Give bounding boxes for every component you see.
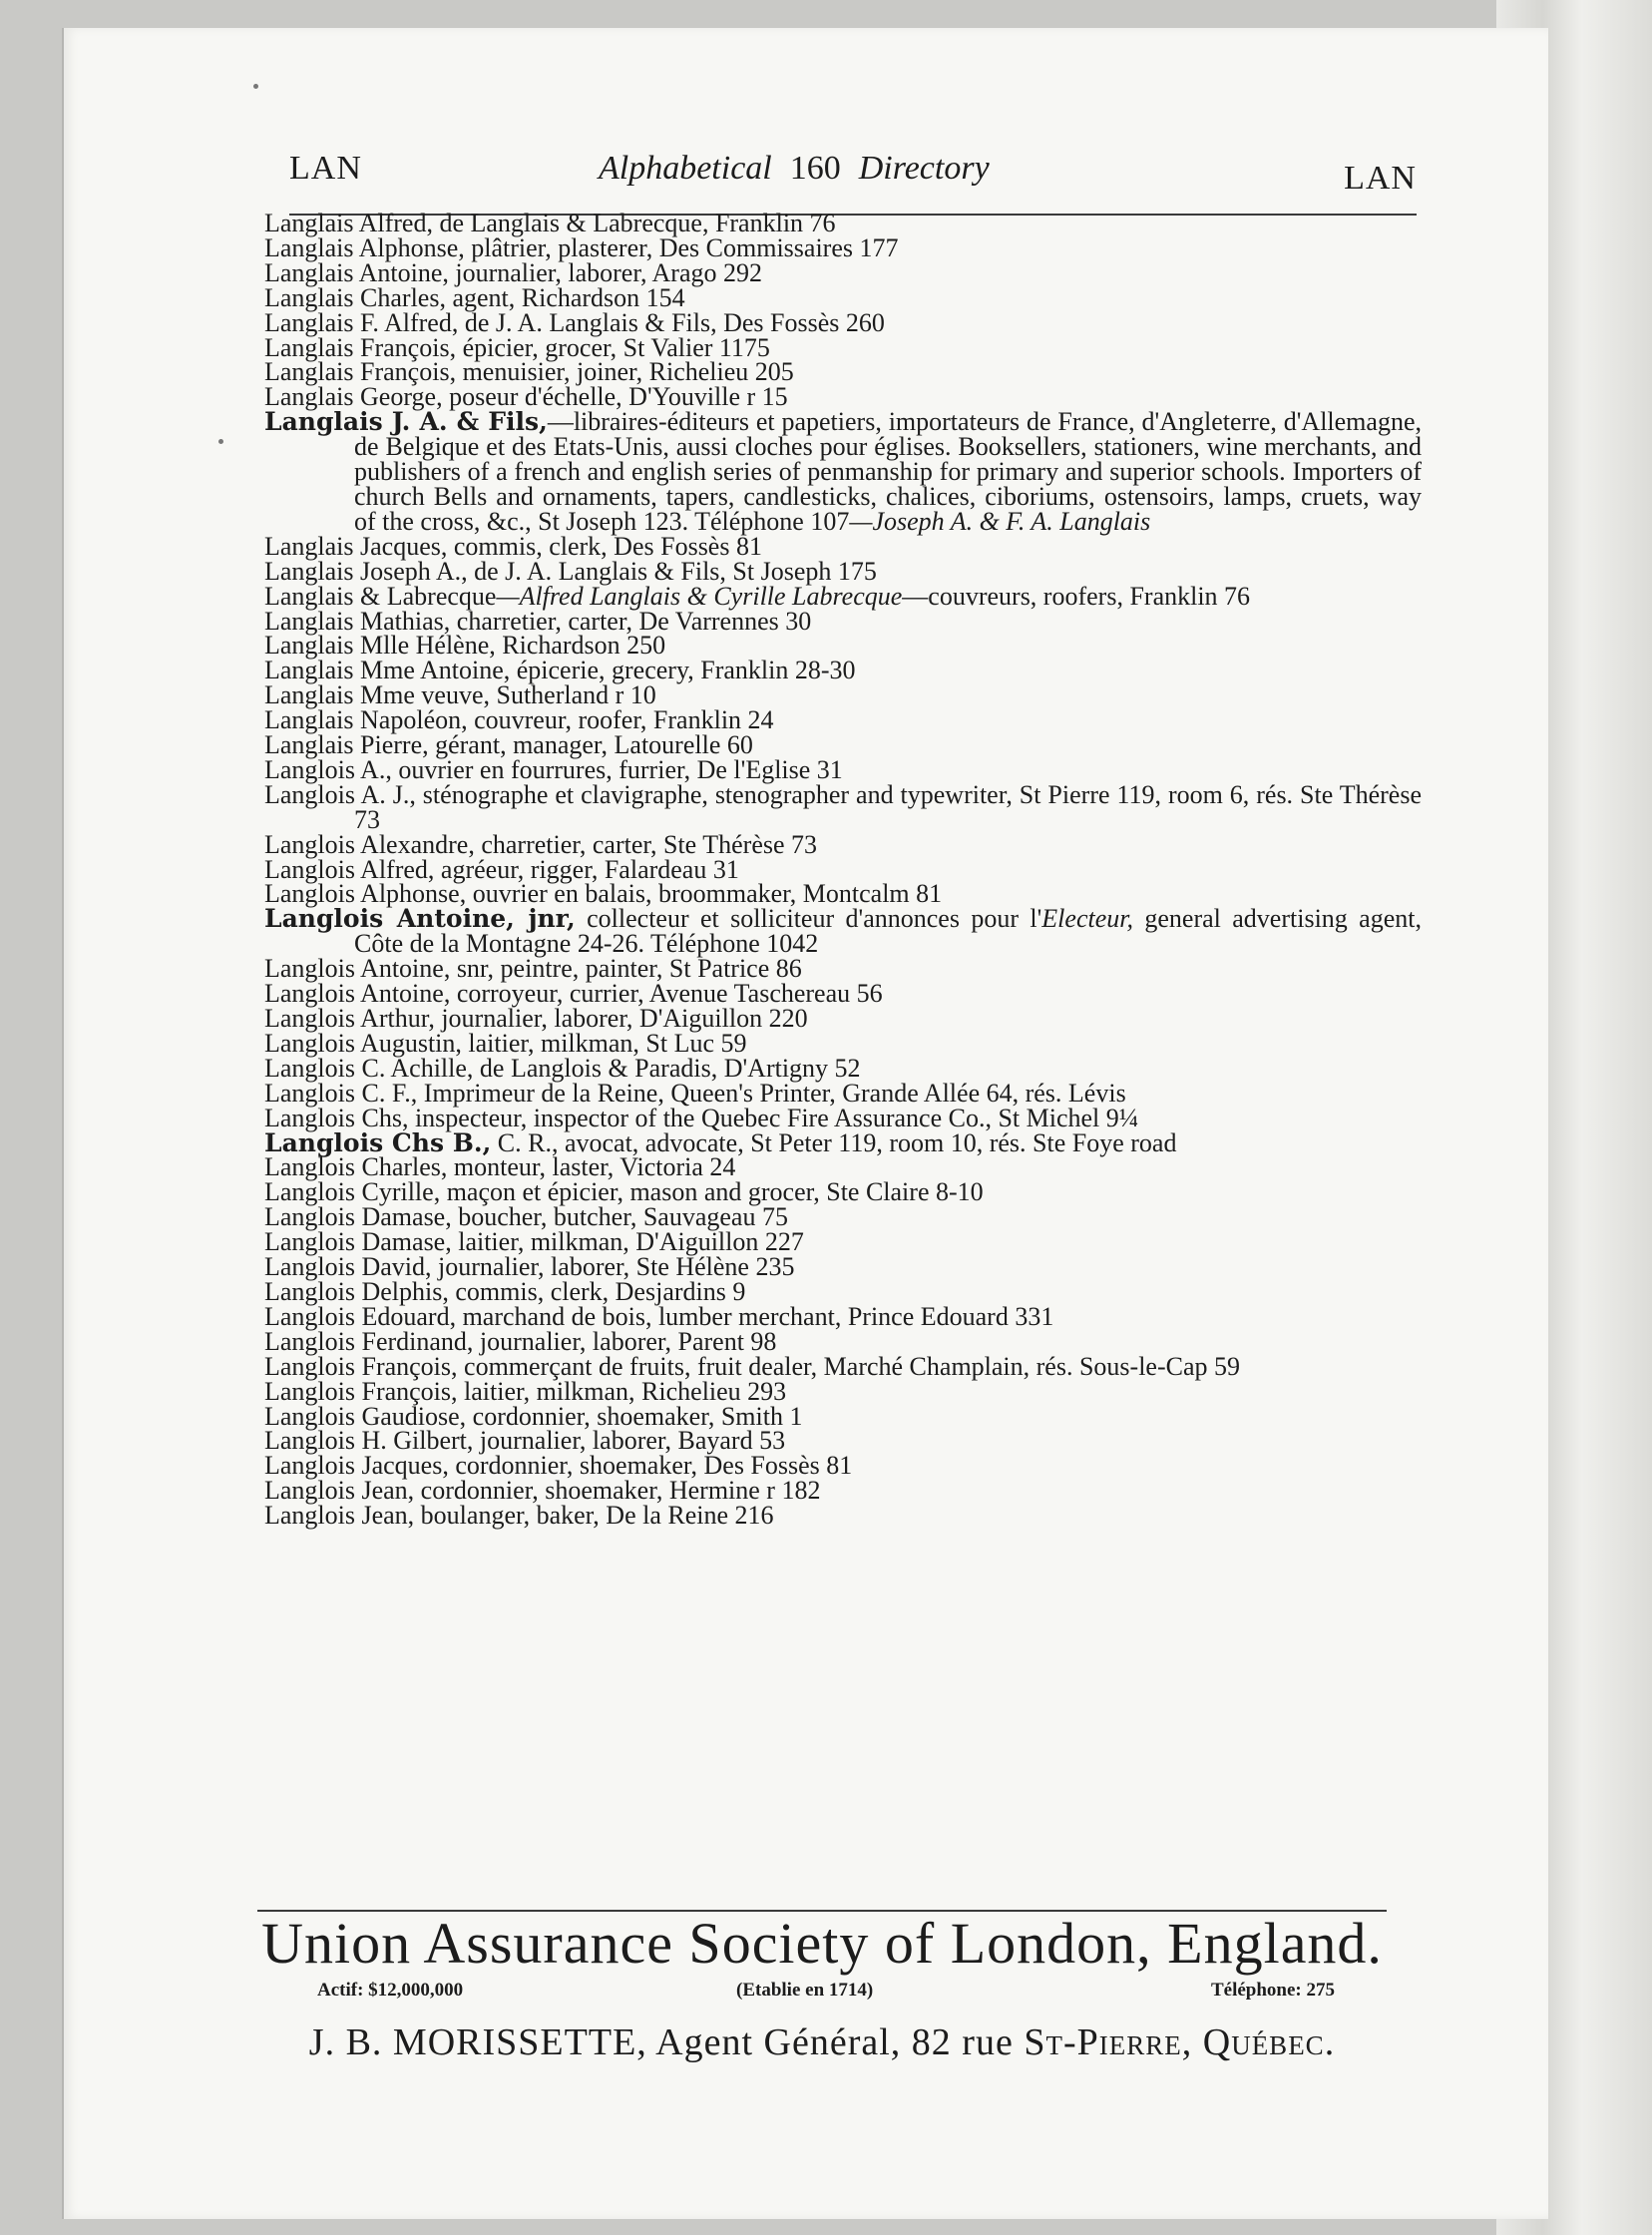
entry-text: Langlois Antoine, snr, peintre, painter, St Patrice 86 [264,954,802,984]
advertisement-agent [257,2020,1387,2064]
directory-entry [264,407,1422,536]
entry-text: Langlois Alphonse, ouvrier en balais, broommaker, Montcalm 81 [264,879,943,909]
entry-text: Langlais Mathias, charretier, carter, De Varrennes 30 [264,606,812,636]
entry-text: Langlois François, laitier, milkman, Richelieu 293 [264,1376,787,1406]
entry-text: Langlais Alfred, de Langlais & Labrecque, Franklin 76 [264,209,836,237]
entry-text: Langlais François, menuisier, joiner, Richelieu 205 [264,357,794,387]
entry-text: Langlois Antoine, corroyeur, currier, Avenue Taschereau 56 [264,979,883,1009]
entry-text: Langlais Charles, agent, Richardson 154 [264,282,685,312]
entry-text: Langlais George, poseur d'échelle, D'Youville r 15 [264,382,788,412]
entry-text: Langlais Joseph A., de J. A. Langlais & Fils, St Joseph 175 [264,556,877,586]
entry-text: Langlois Gaudiose, cordonnier, shoemaker, Smith 1 [264,1401,803,1431]
entry-text: Langlais Jacques, commis, clerk, Des Fossès 81 [264,531,762,561]
entry-text: Langlais F. Alfred, de J. A. Langlais & Fils, Des Fossès 260 [264,307,885,337]
entry-text: Langlois H. Gilbert, journalier, laborer, Bayard 53 [264,1426,786,1456]
entry-name-bold: Langlois Antoine, jnr, [264,904,576,934]
entry-text: Langlois A., ouvrier en fourrures, furrier, De l'Eglise 31 [264,754,843,784]
running-header [289,150,1417,210]
entry-text: Langlois Alexandre, charretier, carter, Ste Thérèse 73 [264,829,818,859]
entry-text: Langlois Cyrille, maçon et épicier, mason and grocer, Ste Claire 8-10 [264,1177,984,1207]
entry-text: Langlois David, journalier, laborer, Ste Hélène 235 [264,1252,795,1282]
directory-entry [264,779,1422,834]
entry-text: Langlois Chs, inspecteur, inspector of the Quebec Fire Assurance Co., St Michel 9¼ [264,1103,1139,1132]
entry-text: Langlais François, épicier, grocer, St Valier 1175 [264,332,770,362]
header-left-guide-word: LAN [289,150,362,187]
entry-text: Langlois Damase, boucher, butcher, Sauvageau 75 [264,1202,788,1232]
entry-text-continued: general advertising agent, Côte de la Montagne 24-26. Téléphone 1042 [354,904,1422,959]
entry-text: Langlois François, commerçant de fruits, fruit dealer, Marché Champlain, rés. Sous-le-Cap 59 [264,1351,1241,1381]
entry-italic: —Alfred Langlais & Cyrille Labrecque [496,581,903,611]
entry-text: Langlois Arthur, journalier, laborer, D'Aiguillon 220 [264,1004,808,1033]
entry-italic: —Joseph A. & F. A. Langlais [849,506,1151,536]
entry-text: C. R., avocat, advocate, St Peter 119, room 10, rés. Ste Foye road [491,1127,1177,1157]
paper-speck [218,439,223,444]
entry-text: Langlois Damase, laitier, milkman, D'Aiguillon 227 [264,1227,804,1257]
advertisement-assets: Actif: $12,000,000 [317,1980,464,2001]
agent-name-address: J. B. MORISSETTE, Agent Général, 82 rue [308,2021,1014,2063]
entry-text: Langlois Augustin, laitier, milkman, St Luc 59 [264,1028,747,1058]
agent-city: Québec. [1202,2021,1336,2063]
entry-text: Langlais & Labrecque [264,581,497,611]
entry-text: Langlois Ferdinand, journalier, laborer, Parent 98 [264,1326,777,1356]
advertisement-established: (Etablie en 1714) [736,1980,874,2001]
header-word-alphabetical: Alphabetical [599,150,772,187]
directory-entry [264,1501,1422,1531]
entry-text: Langlais Mlle Hélène, Richardson 250 [264,631,666,661]
entry-text: Langlais Alphonse, plâtrier, plasterer, Des Commissaires 177 [264,232,899,262]
header-title [599,150,990,188]
advertisement-details [317,1980,1335,2010]
entry-text: Langlois Jean, cordonnier, shoemaker, Hermine r 182 [264,1476,821,1506]
entry-text: Langlais Napoléon, couvreur, roofer, Franklin 24 [264,705,774,735]
entry-text: collecteur et solliciteur d'annonces pour l' [575,904,1042,934]
advertisement-telephone: Téléphone: 275 [1210,1980,1335,2001]
entry-text-continued: —couvreurs, roofers, Franklin 76 [902,581,1251,611]
directory-entries [264,209,1422,1531]
advertisement-title: Union Assurance Society of London, England. [261,1911,1383,1976]
entry-italic: Electeur, [1041,904,1133,934]
entry-text: —libraires-éditeurs et papetiers, importateurs de France, d'Angleterre, d'Allemagne, de Belgique et des Etats-Unis, aussi cloches pour églises. Booksellers, stationers, wine merchants, and publishers of a french and english series of penmanship for primary and superior schools. Importers of church Bells and ornaments, tapers, candlesticks, chalices, ciboriums, ostensoirs, lamps, cruets, way of the cross, &c., St Joseph 123. Téléphone 107 [354,407,1422,536]
entry-text: Langlois C. F., Imprimeur de la Reine, Queen's Printer, Grande Allée 64, rés. Lévis [264,1078,1126,1108]
entry-text: Langlais Mme Antoine, épicerie, grecery, Franklin 28-30 [264,656,856,685]
paper-speck [253,84,258,89]
directory-entry [264,904,1422,959]
entry-text: Langlois Charles, monteur, laster, Victoria 24 [264,1152,736,1182]
header-right-guide-word: LAN [1344,160,1417,197]
entry-text: Langlois C. Achille, de Langlois & Paradis, D'Artigny 52 [264,1053,861,1083]
entry-name-bold: Langlois Chs B., [264,1127,492,1157]
entry-text: Langlais Pierre, gérant, manager, Latourelle 60 [264,730,753,760]
page-number: 160 [789,150,841,187]
header-word-directory: Directory [858,150,990,187]
entry-text: Langlois Alfred, agréeur, rigger, Falardeau 31 [264,854,739,884]
entry-name-bold: Langlais J. A. & Fils, [264,407,548,437]
entry-text: Langlais Antoine, journalier, laborer, Arago 292 [264,257,763,287]
entry-text: Langlois Delphis, commis, clerk, Desjardins 9 [264,1276,746,1306]
agent-street: St-Pierre, [1024,2021,1193,2063]
entry-text: Langlois Jean, boulanger, baker, De la Reine 216 [264,1501,774,1531]
entry-text: Langlois Edouard, marchand de bois, lumber merchant, Prince Edouard 331 [264,1301,1054,1331]
entry-text: Langlais Mme veuve, Sutherland r 10 [264,680,656,710]
entry-text: Langlois A. J., sténographe et clavigraphe, stenographer and typewriter, St Pierre 119, room 6, rés. Ste Thérèse 73 [264,779,1422,834]
entry-text: Langlois Jacques, cordonnier, shoemaker, Des Fossès 81 [264,1451,853,1481]
